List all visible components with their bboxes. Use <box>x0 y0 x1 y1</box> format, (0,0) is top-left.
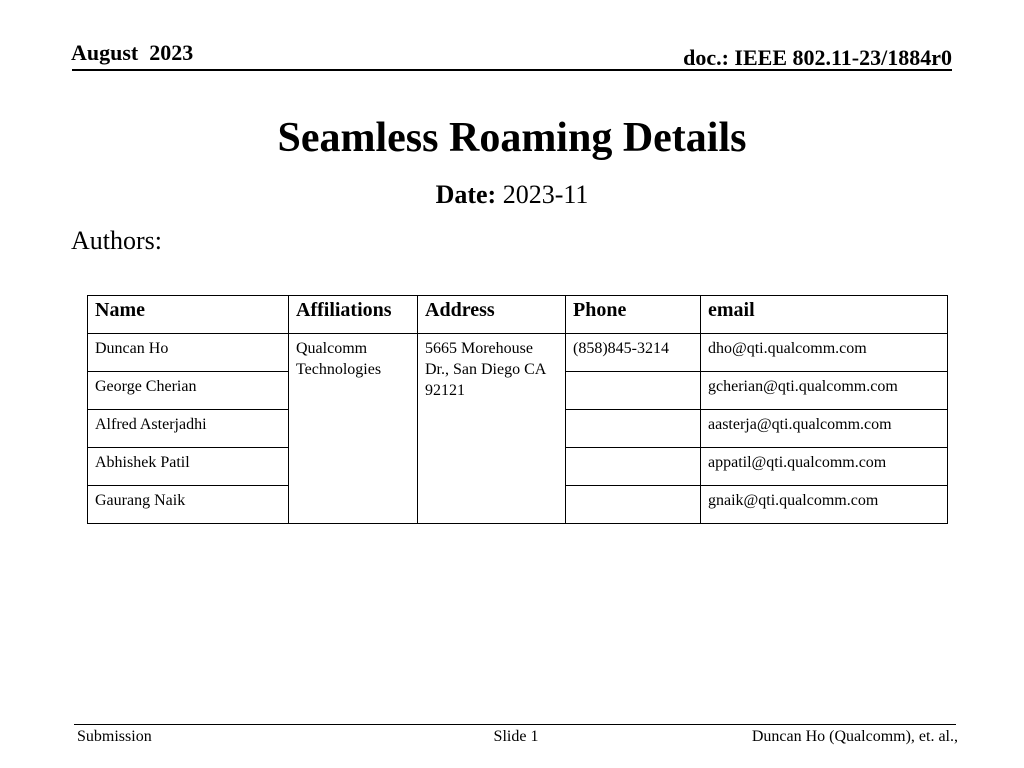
author-phone <box>566 410 701 448</box>
author-name: Gaurang Naik <box>88 486 289 524</box>
footer-slide-number: Slide 1 <box>493 728 539 745</box>
header-affiliations: Affiliations <box>289 296 418 334</box>
slide-title: Seamless Roaming Details <box>277 115 747 161</box>
author-phone <box>566 486 701 524</box>
author-name: Abhishek Patil <box>88 448 289 486</box>
date-value: 2023-11 <box>496 180 589 209</box>
header-phone: Phone <box>566 296 701 334</box>
date-label: Date: <box>435 180 497 209</box>
author-phone <box>566 448 701 486</box>
author-name: George Cherian <box>88 372 289 410</box>
table-header-row <box>88 296 948 334</box>
footer-author: Duncan Ho (Qualcomm), et. al., <box>751 728 958 745</box>
author-email: dho@qti.qualcomm.com <box>701 334 948 372</box>
author-affiliation: Qualcomm Technologies <box>289 334 418 524</box>
header-address: Address <box>418 296 566 334</box>
header-name: Name <box>88 296 289 334</box>
author-name: Alfred Asterjadhi <box>88 410 289 448</box>
author-name: Duncan Ho <box>88 334 289 372</box>
footer-divider <box>74 724 956 725</box>
date-line <box>0 180 1024 210</box>
author-email: gnaik@qti.qualcomm.com <box>701 486 948 524</box>
author-phone: (858)845-3214 <box>566 334 701 372</box>
header-divider <box>72 69 952 71</box>
authors-table <box>87 295 948 524</box>
header-email: email <box>701 296 948 334</box>
header-doc-id: doc.: IEEE 802.11-23/1884r0 <box>683 45 952 70</box>
header-date: August 2023 <box>71 40 194 65</box>
author-phone <box>566 372 701 410</box>
table-row <box>88 334 948 372</box>
author-address: 5665 Morehouse Dr., San Diego CA 92121 <box>418 334 566 524</box>
footer-submission: Submission <box>77 728 152 745</box>
author-email: aasterja@qti.qualcomm.com <box>701 410 948 448</box>
author-email: appatil@qti.qualcomm.com <box>701 448 948 486</box>
author-email: gcherian@qti.qualcomm.com <box>701 372 948 410</box>
authors-label: Authors: <box>71 226 162 255</box>
